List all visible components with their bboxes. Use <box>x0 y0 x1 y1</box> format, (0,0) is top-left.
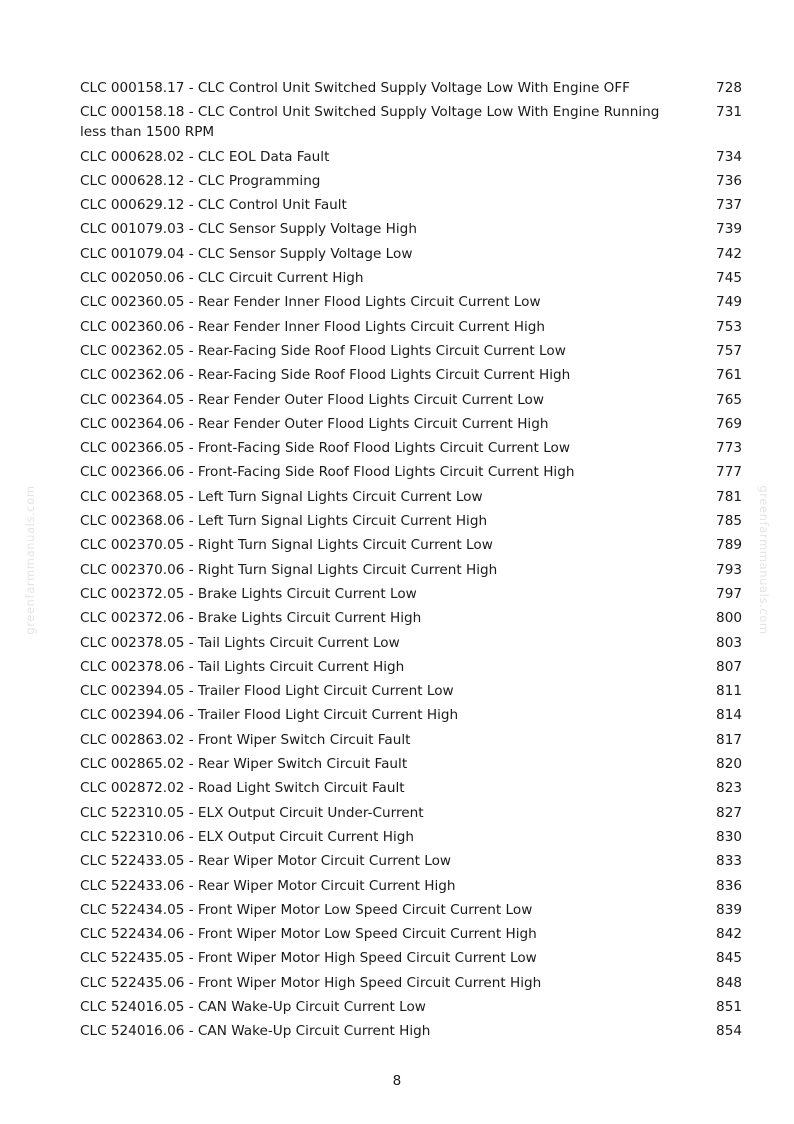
toc-entry-page: 845 <box>716 950 742 967</box>
toc-entry-page: 737 <box>716 197 742 214</box>
toc-entry[interactable] <box>80 776 742 800</box>
toc-entry[interactable] <box>80 752 742 776</box>
toc-entry-title: CLC 522434.06 - Front Wiper Motor Low Speed Circuit Current High <box>80 926 537 943</box>
toc-entry[interactable] <box>80 412 742 436</box>
toc-entry[interactable] <box>80 825 742 849</box>
toc-entry-title: CLC 002370.06 - Right Turn Signal Lights Circuit Current High <box>80 561 498 578</box>
toc-entry-page: 811 <box>716 683 742 700</box>
toc-entry-page: 830 <box>716 828 742 845</box>
toc-entry-title: CLC 002364.06 - Rear Fender Outer Flood Lights Circuit Current High <box>80 415 549 432</box>
toc-entry-page: 757 <box>716 342 742 359</box>
toc-entry-page: 777 <box>716 464 742 481</box>
toc-entry[interactable] <box>80 485 742 509</box>
toc-entry-page: 851 <box>716 998 742 1015</box>
toc-entry-title: CLC 002865.02 - Rear Wiper Switch Circuit Fault <box>80 756 408 773</box>
toc-entry[interactable] <box>80 339 742 363</box>
toc-entry-page: 731 <box>716 104 742 121</box>
toc-entry-title: CLC 002050.06 - CLC Circuit Current High <box>80 270 364 287</box>
toc-entry-title: CLC 522433.05 - Rear Wiper Motor Circuit Current Low <box>80 853 452 870</box>
toc-entry[interactable] <box>80 217 742 241</box>
toc-entry-page: 823 <box>716 780 742 797</box>
toc-entry[interactable] <box>80 76 742 100</box>
table-of-contents <box>80 76 742 1044</box>
toc-entry-title: CLC 000629.12 - CLC Control Unit Fault <box>80 197 347 214</box>
toc-entry[interactable] <box>80 655 742 679</box>
toc-entry-page: 839 <box>716 901 742 918</box>
toc-entry-page: 803 <box>716 634 742 651</box>
toc-entry-title: CLC 000158.17 - CLC Control Unit Switched Supply Voltage Low With Engine OFF <box>80 80 631 96</box>
toc-entry-page: 769 <box>716 415 742 432</box>
toc-entry-page: 734 <box>716 148 742 165</box>
toc-entry[interactable] <box>80 898 742 922</box>
watermark-left: greenfarmmanuals.com <box>23 485 37 635</box>
toc-entry[interactable] <box>80 290 742 314</box>
toc-entry-title: CLC 001079.04 - CLC Sensor Supply Voltage Low <box>80 245 413 262</box>
toc-entry[interactable] <box>80 100 742 144</box>
toc-entry-page: 745 <box>716 270 742 287</box>
toc-entry[interactable] <box>80 874 742 898</box>
toc-entry-page: 814 <box>716 707 742 724</box>
toc-entry[interactable] <box>80 922 742 946</box>
toc-entry[interactable] <box>80 509 742 533</box>
toc-entry-page: 753 <box>716 318 742 335</box>
toc-entry[interactable] <box>80 582 742 606</box>
toc-entry-page: 765 <box>716 391 742 408</box>
toc-entry[interactable] <box>80 728 742 752</box>
toc-entry-page: 739 <box>716 221 742 238</box>
toc-entry-title: CLC 002364.05 - Rear Fender Outer Flood Lights Circuit Current Low <box>80 391 544 408</box>
toc-entry[interactable] <box>80 436 742 460</box>
toc-entry-page: 842 <box>716 926 742 943</box>
toc-entry-title: CLC 522435.05 - Front Wiper Motor High Speed Circuit Current Low <box>80 950 537 967</box>
toc-entry-page: 793 <box>716 561 742 578</box>
toc-entry-title: CLC 002366.05 - Front-Facing Side Roof Flood Lights Circuit Current Low <box>80 440 570 457</box>
toc-entry-title: CLC 002370.05 - Right Turn Signal Lights Circuit Current Low <box>80 537 493 554</box>
toc-entry-page: 785 <box>716 513 742 530</box>
toc-entry-page: 761 <box>716 367 742 384</box>
toc-entry-title: CLC 000628.02 - CLC EOL Data Fault <box>80 148 330 165</box>
toc-entry[interactable] <box>80 971 742 995</box>
toc-entry-title: CLC 000158.18 - CLC Control Unit Switched Supply Voltage Low With Engine Running less than 1500 RPM <box>80 104 660 141</box>
toc-entry-page: 749 <box>716 294 742 311</box>
toc-entry[interactable] <box>80 145 742 169</box>
toc-entry-title: CLC 522310.06 - ELX Output Circuit Current High <box>80 828 414 845</box>
toc-entry[interactable] <box>80 242 742 266</box>
toc-entry[interactable] <box>80 315 742 339</box>
toc-entry-page: 736 <box>716 172 742 189</box>
toc-entry-title: CLC 002360.05 - Rear Fender Inner Flood Lights Circuit Current Low <box>80 294 541 311</box>
toc-entry-title: CLC 002372.05 - Brake Lights Circuit Current Low <box>80 585 417 602</box>
toc-entry-page: 797 <box>716 585 742 602</box>
toc-entry-title: CLC 524016.05 - CAN Wake-Up Circuit Current Low <box>80 998 426 1015</box>
toc-entry-title: CLC 002362.06 - Rear-Facing Side Roof Flood Lights Circuit Current High <box>80 367 571 384</box>
toc-entry[interactable] <box>80 533 742 557</box>
toc-entry-page: 789 <box>716 537 742 554</box>
toc-entry-title: CLC 522310.05 - ELX Output Circuit Under-Current <box>80 804 424 821</box>
toc-entry-page: 833 <box>716 853 742 870</box>
toc-entry-title: CLC 522434.05 - Front Wiper Motor Low Speed Circuit Current Low <box>80 901 533 918</box>
toc-entry[interactable] <box>80 995 742 1019</box>
toc-entry[interactable] <box>80 363 742 387</box>
toc-entry-page: 800 <box>716 610 742 627</box>
toc-entry[interactable] <box>80 703 742 727</box>
toc-entry-title: CLC 002372.06 - Brake Lights Circuit Current High <box>80 610 422 627</box>
toc-entry-title: CLC 000628.12 - CLC Programming <box>80 172 321 189</box>
toc-entry-title: CLC 002394.05 - Trailer Flood Light Circuit Current Low <box>80 683 454 700</box>
toc-entry-title: CLC 002394.06 - Trailer Flood Light Circuit Current High <box>80 707 459 724</box>
toc-entry[interactable] <box>80 1019 742 1043</box>
toc-entry-page: 781 <box>716 488 742 505</box>
toc-entry-page: 807 <box>716 658 742 675</box>
toc-entry[interactable] <box>80 558 742 582</box>
toc-entry-page: 827 <box>716 804 742 821</box>
toc-entry-title: CLC 002360.06 - Rear Fender Inner Flood Lights Circuit Current High <box>80 318 546 335</box>
toc-entry-title: CLC 002368.06 - Left Turn Signal Lights Circuit Current High <box>80 513 488 530</box>
toc-entry[interactable] <box>80 679 742 703</box>
toc-entry[interactable] <box>80 193 742 217</box>
watermark-right: greenfarmmanuals.com <box>757 485 771 635</box>
toc-entry-title: CLC 002872.02 - Road Light Switch Circuit Fault <box>80 780 405 797</box>
toc-entry-title: CLC 002368.05 - Left Turn Signal Lights Circuit Current Low <box>80 488 483 505</box>
toc-entry-page: 817 <box>716 731 742 748</box>
toc-entry-title: CLC 002362.05 - Rear-Facing Side Roof Flood Lights Circuit Current Low <box>80 342 566 359</box>
toc-entry-title: CLC 002863.02 - Front Wiper Switch Circuit Fault <box>80 731 411 748</box>
toc-entry-title: CLC 524016.06 - CAN Wake-Up Circuit Current High <box>80 1023 431 1040</box>
toc-entry-title: CLC 522433.06 - Rear Wiper Motor Circuit Current High <box>80 877 456 894</box>
toc-entry-title: CLC 002378.06 - Tail Lights Circuit Current High <box>80 658 405 675</box>
toc-entry[interactable] <box>80 388 742 412</box>
toc-entry[interactable] <box>80 169 742 193</box>
toc-entry-title: CLC 522435.06 - Front Wiper Motor High Speed Circuit Current High <box>80 974 542 991</box>
toc-entry-page: 728 <box>716 80 742 96</box>
toc-entry-title: CLC 002378.05 - Tail Lights Circuit Current Low <box>80 634 400 651</box>
toc-entry-page: 742 <box>716 245 742 262</box>
toc-entry[interactable] <box>80 849 742 873</box>
toc-entry-page: 836 <box>716 877 742 894</box>
toc-entry-page: 773 <box>716 440 742 457</box>
toc-entry[interactable] <box>80 631 742 655</box>
toc-entry[interactable] <box>80 946 742 970</box>
toc-entry-page: 820 <box>716 756 742 773</box>
page-number: 8 <box>392 1073 402 1089</box>
toc-entry-title: CLC 001079.03 - CLC Sensor Supply Voltage High <box>80 221 417 238</box>
toc-entry[interactable] <box>80 801 742 825</box>
toc-entry-page: 848 <box>716 974 742 991</box>
toc-entry[interactable] <box>80 460 742 484</box>
toc-entry[interactable] <box>80 606 742 630</box>
toc-entry-page: 854 <box>716 1023 742 1040</box>
toc-entry-title: CLC 002366.06 - Front-Facing Side Roof Flood Lights Circuit Current High <box>80 464 575 481</box>
toc-entry[interactable] <box>80 266 742 290</box>
